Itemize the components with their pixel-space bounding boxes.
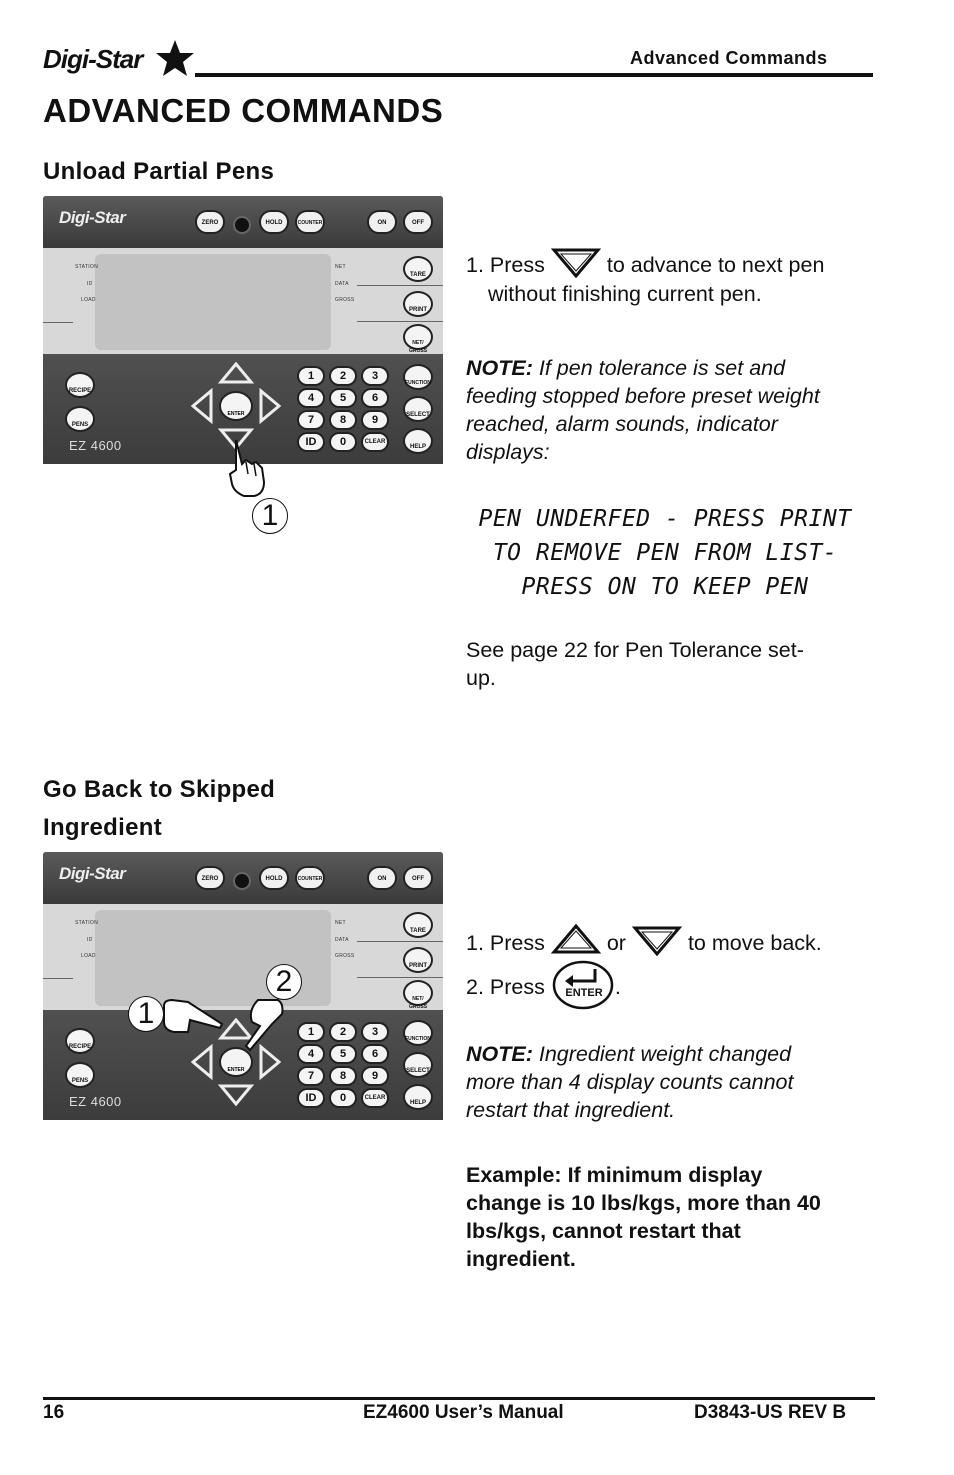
example-line2: change is 10 lbs/kgs, more than 40 [466, 1191, 821, 1215]
select-button[interactable]: SELECT [403, 1052, 433, 1078]
recipe-button[interactable]: RECIPE [65, 372, 95, 398]
section1-heading: Unload Partial Pens [43, 158, 275, 185]
footer-rule [43, 1397, 875, 1400]
device-model: EZ 4600 [69, 1094, 122, 1109]
device-model: EZ 4600 [69, 438, 122, 453]
clear-key[interactable]: CLEAR [361, 432, 389, 452]
example-line1: Example: If minimum display [466, 1163, 763, 1187]
logo-star-icon [155, 40, 195, 78]
pens-button[interactable]: PENS [65, 406, 95, 432]
device-panel-1: Digi-Star ZERO HOLD COUNTER ON OFF STATION ID LOAD NET DATA GROSS TARE PRINT NET/ GROSS RECIPE PENS ENTER 1 2 3 4 5 6 7 8 9 ID 0 CLEAR FUNCTION SELECT HELP EZ 4600 [43, 196, 443, 464]
example-line4: ingredient. [466, 1247, 576, 1271]
down-arrow-icon [632, 924, 682, 956]
on-button[interactable]: ON [367, 210, 397, 234]
zero-button[interactable]: ZERO [195, 866, 225, 890]
indicator-light [233, 872, 251, 890]
step1-continuation: without finishing current pen. [488, 282, 762, 306]
select-button[interactable]: SELECT [403, 396, 433, 422]
id-key[interactable]: ID [297, 432, 325, 452]
note1-line2: feeding stopped before preset weight [466, 384, 820, 408]
section2-heading-line1: Go Back to Skipped [43, 776, 276, 803]
help-button[interactable]: HELP [403, 1084, 433, 1110]
zero-button[interactable]: ZERO [195, 210, 225, 234]
on-button[interactable]: ON [367, 866, 397, 890]
tare-button[interactable]: TARE [403, 912, 433, 938]
note1-line1: NOTE: If pen tolerance is set and [466, 356, 786, 380]
function-button[interactable]: FUNCTION [403, 364, 433, 390]
down-arrow-icon [551, 246, 601, 278]
example-line3: lbs/kgs, cannot restart that [466, 1219, 741, 1243]
callout-1: 1 [252, 498, 288, 534]
svg-text:ENTER: ENTER [227, 411, 245, 417]
tare-button[interactable]: TARE [403, 256, 433, 282]
callout-1: 1 [128, 996, 164, 1032]
device-panel-2: Digi-Star ZERO HOLD COUNTER ON OFF STATION ID LOAD NET DATA GROSS TARE PRINT NET/ GROSS RECIPE PENS ENTER 1 2 3 4 5 6 7 8 9 ID 0 CLEAR FUNCTION SELECT HELP EZ 4600 [43, 852, 443, 1120]
arrow-pad-icon[interactable] [191, 362, 281, 450]
note1-line3: reached, alarm sounds, indicator [466, 412, 778, 436]
header-section-title: Advanced Commands [630, 48, 828, 68]
note2-line2: more than 4 display counts cannot [466, 1070, 794, 1094]
counter-button[interactable]: COUNTER [295, 866, 325, 890]
svg-text:ENTER: ENTER [227, 1067, 245, 1073]
page-title: ADVANCED COMMANDS [43, 92, 444, 129]
page-number: 16 [43, 1402, 65, 1423]
step2-2-line: 2. Press . [466, 960, 621, 1010]
indicator-light [233, 216, 251, 234]
print-button[interactable]: PRINT [403, 947, 433, 973]
see-page-line1: See page 22 for Pen Tolerance set- [466, 638, 804, 662]
enter-key-icon [551, 960, 615, 1010]
lcd-message-line2: TO REMOVE PEN FROM LIST- [492, 540, 838, 566]
pens-button[interactable]: PENS [65, 1062, 95, 1088]
clear-key[interactable]: CLEAR [361, 1088, 389, 1108]
see-page-line2: up. [466, 666, 496, 690]
device-display [95, 254, 331, 350]
hold-button[interactable]: HOLD [259, 210, 289, 234]
net-gross-button[interactable]: NET/ GROSS [403, 324, 433, 350]
step1-line: 1. Press to advance to next pen [466, 246, 824, 279]
help-button[interactable]: HELP [403, 428, 433, 454]
device-logo: Digi-Star [59, 208, 126, 227]
note2-line3: restart that ingredient. [466, 1098, 676, 1122]
up-arrow-icon [551, 924, 601, 956]
off-button[interactable]: OFF [403, 210, 433, 234]
pointing-hand-left-icon [160, 998, 226, 1036]
step2-1-line: 1. Press or to move back. [466, 924, 822, 957]
pointing-hand-icon [226, 438, 270, 502]
note1-line4: displays: [466, 440, 550, 464]
net-gross-button[interactable]: NET/ GROSS [403, 980, 433, 1006]
header-rule [195, 73, 873, 77]
lcd-message-line1: PEN UNDERFED - PRESS PRINT [478, 506, 852, 532]
device-logo: Digi-Star [59, 864, 126, 883]
lcd-message-line3: PRESS ON TO KEEP PEN [521, 574, 809, 600]
recipe-button[interactable]: RECIPE [65, 1028, 95, 1054]
print-button[interactable]: PRINT [403, 291, 433, 317]
footer-doc-id: D3843-US REV B [694, 1402, 847, 1423]
off-button[interactable]: OFF [403, 866, 433, 890]
header-logo: Digi-Star [43, 44, 143, 74]
counter-button[interactable]: COUNTER [295, 210, 325, 234]
id-key[interactable]: ID [297, 1088, 325, 1108]
section2-heading-line2: Ingredient [43, 814, 163, 841]
pointing-hand-down-icon [242, 996, 288, 1052]
enter-key-label: ENTER [565, 987, 603, 999]
note2-line1: NOTE: Ingredient weight changed [466, 1042, 792, 1066]
hold-button[interactable]: HOLD [259, 866, 289, 890]
footer-manual-title: EZ4600 User’s Manual [363, 1402, 564, 1423]
callout-2: 2 [266, 964, 302, 1000]
function-button[interactable]: FUNCTION [403, 1020, 433, 1046]
